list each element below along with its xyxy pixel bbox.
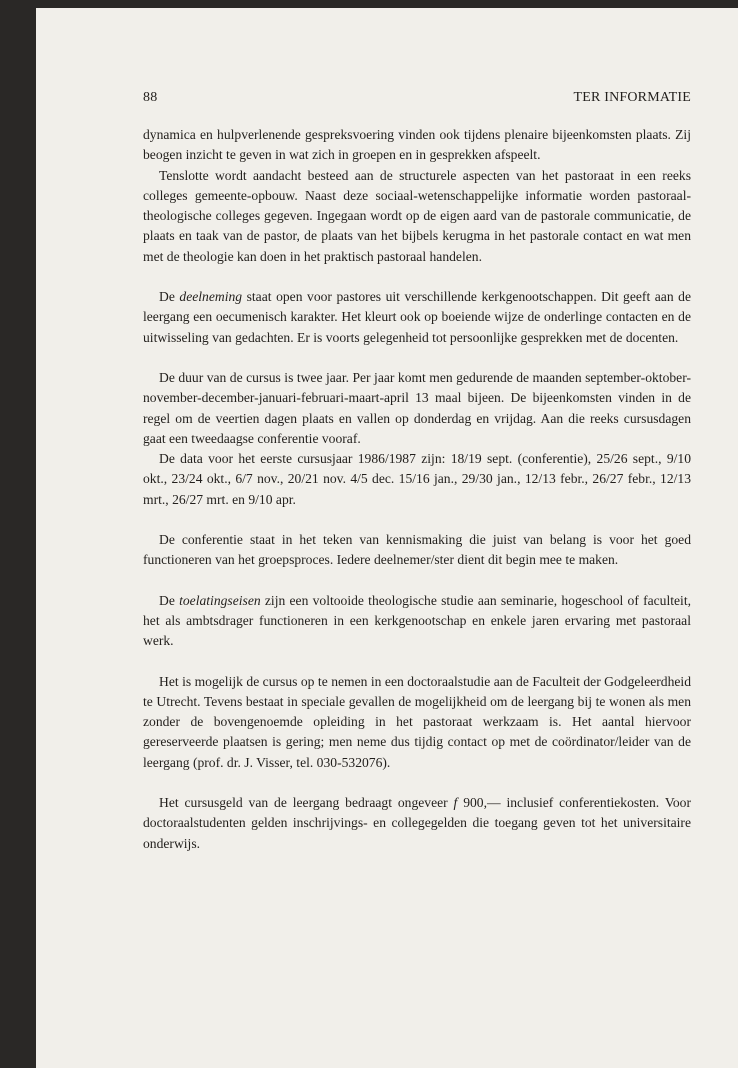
currency-symbol: f [453, 795, 458, 811]
paragraph-data: De data voor het eerste cursusjaar 1986/1987 zijn: 18/19 sept. (conferentie), 25/26 sept., 9/10 okt., 23/24 okt., 6/7 nov., 20/21 nov. 4/5 dec. 15/16 jan., 29/30 jan., 12/13 febr., 26/27 febr., 12/13 mrt., 26/27 mrt. en 9/10 apr. [143, 451, 691, 507]
paragraph-deelneming: De deelneming staat open voor pastores uit verschillende kerkgenootschappen. Dit geeft aan de leergang een oecumenisch karakter. Het kleurt ook op boeiende wijze de onderlinge contacten en de uitwisseling van gedachten. Er is voorts gelegenheid tot persoonlijke gesprekken met de docenten. [143, 289, 692, 345]
term-deelneming: deelneming [179, 289, 243, 305]
paragraph-doctoraalstudie: Het is mogelijk de cursus op te nemen in een doctoraalstudie aan de Faculteit der Godgeleerdheid te Utrecht. Tevens bestaat in speciale gevallen de mogelijkheid om de leergang bij te wonen als men zonder de bovengenoemde opleiding in het pastoraat werkzaam is. Het aantal hiervoor gereserveerde plaatsen is gering; men neme dus tijdig contact op met de coördinator/leider van de leergang (prof. dr. J. Visser, tel. 030-532076). [143, 673, 691, 770]
body-text [143, 125, 691, 854]
term-toelatingseisen: toelatingseisen [179, 592, 261, 608]
paragraph-toelatingseisen: De toelatingseisen zijn een voltooide theologische studie aan seminarie, hogeschool of faculteit, het als ambtsdrager functioneren in een kerkgenootschap en enkele jaren ervaring met pastoraal werk. [143, 592, 692, 649]
paragraph-pastoraat: Tenslotte wordt aandacht besteed aan de structurele aspecten van het pastoraat in een reeks colleges gemeente-opbouw. Naast deze sociaal-wetenschappelijke informatie worden pastoraal-theologische colleges gegeven. Ingegaan wordt op de eigen aard van de pastorale communicatie, de plaats en taak van de pastor, de plaats van het bijbels kerugma in het pastorale contact en wat men met de theologie kan doen in het praktisch pastoraal handelen. [143, 167, 691, 264]
page-number: 88 [143, 90, 158, 105]
running-title: TER INFORMATIE [573, 90, 691, 105]
paragraph-conferentie: De conferentie staat in het teken van kennismaking die juist van belang is voor het goed functioneren van het groepsproces. Iedere deelnemer/ster dient dit begin mee te maken. [143, 532, 691, 568]
document-page [36, 8, 738, 1068]
paragraph-continued: dynamica en hulpverlenende gespreksvoering vinden ook tijdens plenaire bijeenkomsten plaats. Zij beogen inzicht te geven in wat zich in groepen en in gesprekken afspeelt. [143, 127, 691, 163]
paragraph-duur: De duur van de cursus is twee jaar. Per jaar komt men gedurende de maanden september-oktober-november-december-januari-februari-maart-april 13 maal bijeen. De bijeenkomsten vinden in de regel om de veertien dagen plaats en vallen op donderdag en vrijdag. Aan die reeks cursusdagen gaat een tweedaagse conferentie vooraf. [143, 369, 691, 446]
paragraph-cursusgeld: Het cursusgeld van de leergang bedraagt ongeveer f 900,— inclusief conferentiekosten. Voor doctoraalstudenten gelden inschrijvings- en collegegelden die toegang geven tot het universitaire onderwijs. [143, 795, 691, 851]
